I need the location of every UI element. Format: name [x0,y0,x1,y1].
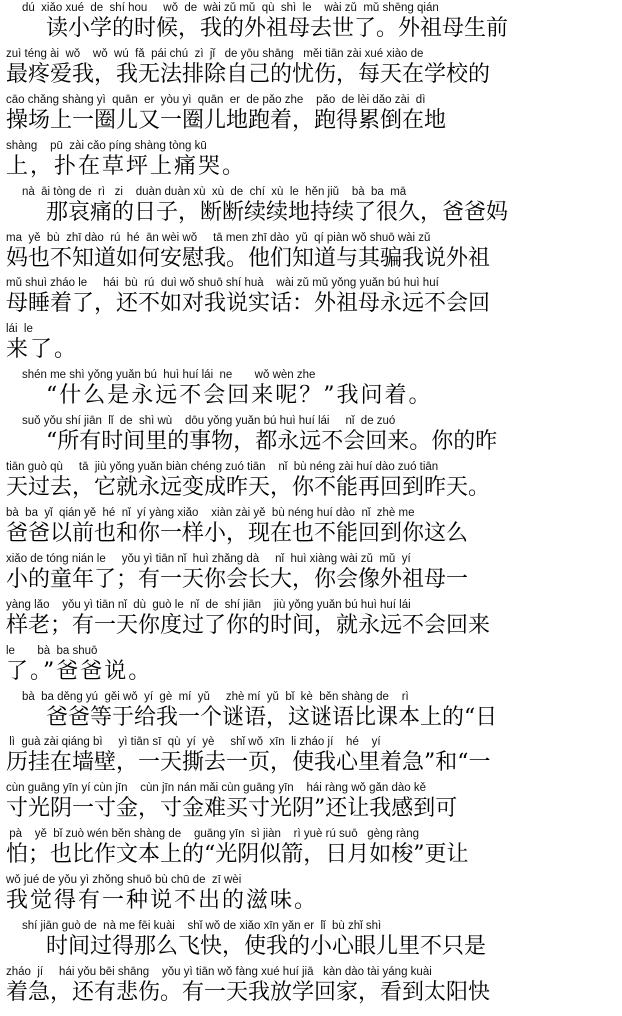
chinese-text: 上，扑在草坪上痛哭。 [6,153,247,179]
text-line [0,689,622,741]
chinese-text: 了。”爸爸说。 [6,658,153,684]
text-line [0,184,622,236]
pinyin-annotation: le bà ba shuō [6,644,98,657]
chinese-text: 样老；有一天你度过了你的时间，就永远不会回来 [6,612,491,638]
text-line [0,551,622,603]
chinese-text: 母睡着了，还不如对我说实话：外祖母永远不会回 [6,291,491,317]
chinese-text: 爸爸等于给我一个谜语，这谜语比课本上的“日 [46,704,498,730]
chinese-text: 来了。 [6,337,79,363]
pinyin-annotation: lái le [6,323,33,336]
text-line [0,826,622,878]
text-line [0,46,622,98]
pinyin-annotation: nà āi tòng de rì zi duàn duàn xù xù de chí xù le hěn jiǔ bà ba mā [6,185,407,198]
chinese-text: “什么是永远不会回来呢？”我问着。 [46,383,433,409]
text-line [0,734,622,786]
pinyin-annotation: xiǎo de tóng nián le yǒu yì tiān nǐ huì zhǎng dà nǐ huì xiàng wài zǔ mǔ yí [6,552,411,565]
chinese-text: 那哀痛的日子，断断续续地持续了很久，爸爸妈 [46,199,509,225]
text-line [0,230,622,282]
chinese-text: 小的童年了；有一天你会长大，你会像外祖母一 [6,566,469,592]
chinese-text: 着急，还有悲伤。有一天我放学回家，看到太阳快 [6,979,491,1005]
text-line [0,597,622,649]
chinese-text: 时间过得那么飞快，使我的小心眼儿里不只是 [46,934,487,959]
chinese-text: 读小学的时候，我的外祖母去世了。外祖母生前 [46,16,509,41]
pinyin-annotation: ma yě bù zhī dào rú hé ān wèi wǒ tā men zhī dào yǔ qí piàn wǒ shuō wài zǔ [6,231,431,244]
text-line [0,0,622,52]
pinyin-annotation: zháo jí hái yǒu bēi shāng yǒu yì tiān wǒ fàng xué huí jiā kàn dào tài yáng kuài [6,965,432,978]
chinese-text: 历挂在墙壁，一天撕去一页，使我心里着急”和“一 [6,750,491,776]
text-line [0,459,622,511]
pinyin-annotation: wǒ jué de yǒu yì zhǒng shuō bù chū de zī wèi [6,874,242,887]
pinyin-annotation: dú xiǎo xué de shí hou wǒ de wài zǔ mǔ qù shì le wài zǔ mǔ shēng qián [6,2,439,14]
text-line [0,643,622,695]
pinyin-annotation: shàng pū zài cǎo píng shàng tòng kū [6,139,207,152]
pinyin-annotation: shén me shì yǒng yuǎn bú huì huí lái ne wǒ wèn zhe [6,369,316,382]
text-line [0,321,622,373]
chinese-text: 怕；也比作文本上的“光阴似箭，日月如梭”更让 [6,842,469,868]
text-line [0,918,622,970]
text-line [0,92,622,144]
chinese-text: 操场上一圈儿又一圈儿地跑着，跑得累倒在地 [6,107,447,133]
pinyin-annotation: suǒ yǒu shí jiān lǐ de shì wù dōu yǒng yuǎn bú huì huí lái nǐ de zuó [6,415,396,428]
pinyin-annotation: yàng lǎo yǒu yì tiān nǐ dù guò le nǐ de shí jiān jiù yǒng yuǎn bú huì huí lái [6,598,411,611]
chinese-text: 最疼爱我，我无法排除自己的忧伤，每天在学校的 [6,61,491,87]
text-line [0,367,622,419]
pinyin-annotation: mǔ shuì zháo le hái bù rú duì wǒ shuō shí huà wài zǔ mǔ yǒng yuǎn bú huì huí [6,277,439,290]
text-line [0,138,622,190]
chinese-text: 寸光阴一寸金，寸金难买寸光阴”还让我感到可 [6,796,458,822]
pinyin-annotation: cùn guāng yīn yí cùn jīn cùn jīn nán mǎi cùn guāng yīn hái ràng wǒ gǎn dào kě [6,782,427,795]
pinyin-annotation: tiān guò qù tā jiù yǒng yuǎn biàn chéng zuó tiān nǐ bù néng zài huí dào zuó tiān [6,461,439,473]
pinyin-annotation: lì guà zài qiáng bì yì tiān sī qù yí yè shǐ wǒ xīn li zháo jí hé yí [6,736,381,749]
text-line [0,780,622,832]
chinese-text: “所有时间里的事物，都永远不会回来。你的昨 [46,429,498,455]
text-line [0,275,622,327]
chinese-text: 我觉得有一种说不出的滋味。 [6,888,319,914]
text-line [0,872,622,924]
text-line [0,505,622,557]
chinese-text: 爸爸以前也和你一样小，现在也不能回到你这么 [6,520,469,546]
chinese-text: 天过去，它就永远变成昨天，你不能再回到昨天。 [6,475,491,500]
text-line [0,964,622,1016]
pinyin-annotation: pà yě bǐ zuò wén běn shàng de guāng yīn sì jiàn rì yuè rú suō gèng ràng [6,828,419,841]
pinyin-annotation: shí jiān guò de nà me fēi kuài shǐ wǒ de xiǎo xīn yǎn er lǐ bù zhǐ shì [6,920,382,932]
chinese-text: 妈也不知道如何安慰我。他们知道与其骗我说外祖 [6,245,491,271]
pinyin-annotation: bà ba yǐ qián yě hé nǐ yí yàng xiǎo xiàn zài yě bù néng huí dào nǐ zhè me [6,506,415,519]
text-line [0,413,622,465]
pinyin-annotation: bà ba děng yú gěi wǒ yí gè mí yǔ zhè mí yǔ bǐ kè běn shàng de rì [6,690,409,703]
pinyin-annotation: zuì téng ài wǒ wǒ wú fǎ pái chú zì jǐ de yōu shāng měi tiān zài xué xiào de [6,47,424,60]
pinyin-annotation: cāo chǎng shàng yì quān er yòu yì quān er de pǎo zhe pǎo de lèi dǎo zài dì [6,93,426,106]
